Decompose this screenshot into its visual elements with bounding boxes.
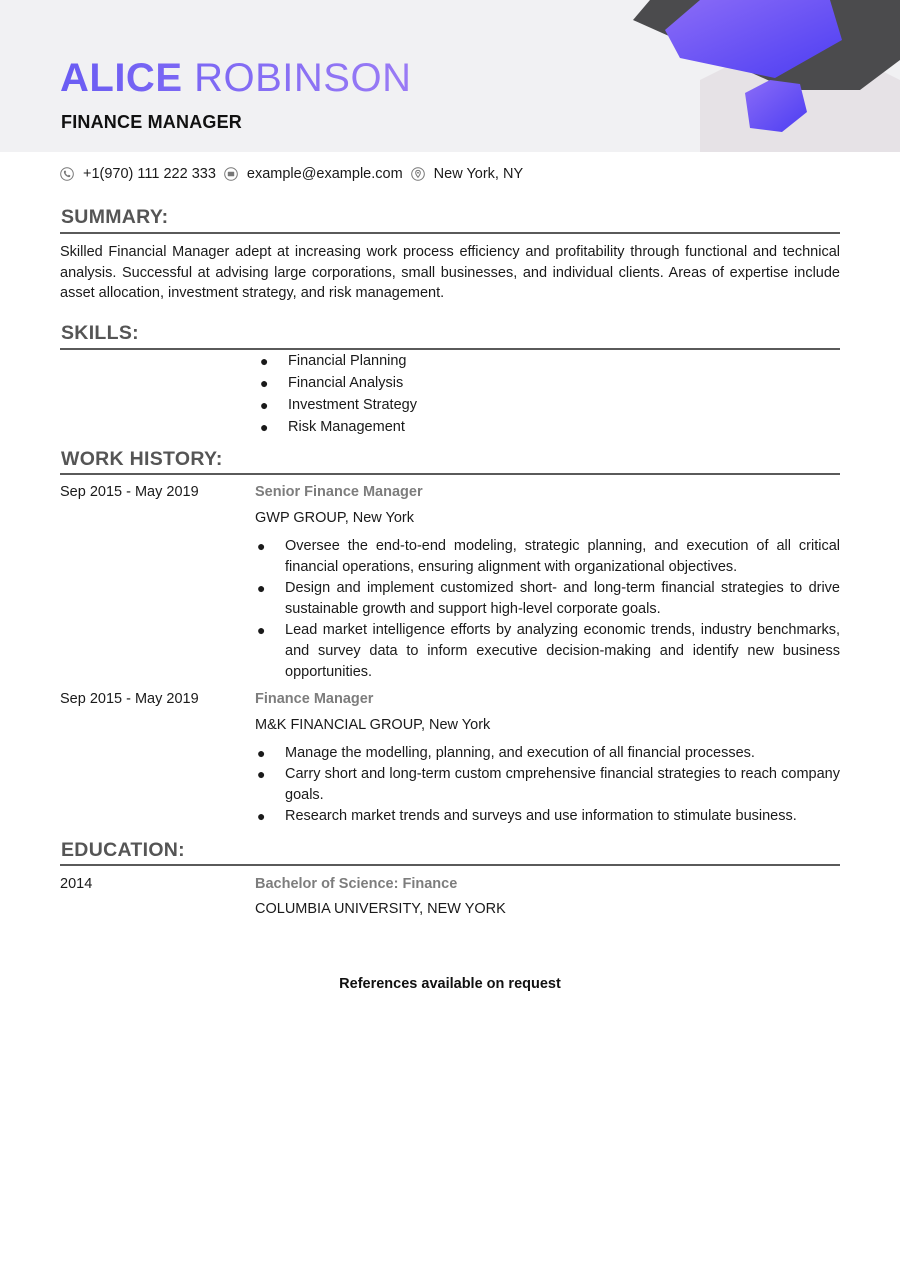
job-role: Finance Manager xyxy=(255,691,374,707)
school-location: NEW YORK xyxy=(427,901,506,917)
resume-header xyxy=(0,0,900,152)
skill-label: Financial Planning xyxy=(288,353,407,369)
duty-item: ● Manage the modelling, planning, and execution of all financial processes. xyxy=(257,745,755,761)
education-year: 2014 xyxy=(60,876,93,892)
contact-line xyxy=(60,164,531,184)
location: New York, NY xyxy=(433,166,524,182)
job-company xyxy=(255,717,490,733)
skill-label: Investment Strategy xyxy=(288,397,417,413)
duty-item: ● Research market trends and surveys and use information to stimulate business. xyxy=(257,808,797,825)
skill-label: Risk Management xyxy=(288,419,405,435)
company-name: M&K FINANCIAL GROUP, xyxy=(255,717,426,733)
duty-item: ● Oversee the end-to-end modeling, strategic planning, and execution of all critical financial operations, ensuring alignment with organizational objectives. xyxy=(257,538,840,575)
last-name: ROBINSON xyxy=(194,56,412,100)
summary-heading: SUMMARY: xyxy=(61,206,169,228)
education-degree: Bachelor of Science: Finance xyxy=(255,876,458,892)
first-name: ALICE xyxy=(60,56,183,100)
work-history-divider xyxy=(60,473,840,475)
company-location: New York xyxy=(429,717,491,733)
skill-item: ● Financial Analysis xyxy=(260,375,404,391)
duty-text: Oversee the end-to-end modeling, strategic planning, and execution of all critical financial operations, ensuring alignment with organizational objectives. xyxy=(285,538,840,575)
phone-icon xyxy=(60,167,74,181)
duty-text: Manage the modelling, planning, and execution of all financial processes. xyxy=(285,745,755,761)
skill-item: ● Investment Strategy xyxy=(260,397,417,413)
candidate-name xyxy=(60,54,411,102)
education-heading: EDUCATION: xyxy=(61,839,185,861)
job-duties-list xyxy=(255,743,840,827)
skill-label: Financial Analysis xyxy=(288,375,404,391)
skills-heading: SKILLS: xyxy=(61,322,139,344)
duty-text: Lead market intelligence efforts by analyzing economic trends, industry benchmarks, and survey data to inform executive decision-making and identify new business opportunities. xyxy=(285,621,840,680)
job-duties-list xyxy=(255,536,840,683)
skills-list xyxy=(258,350,417,438)
company-name: GWP GROUP, xyxy=(255,510,349,526)
job-role: Senior Finance Manager xyxy=(255,484,423,500)
duty-text: Carry short and long-term custom cmprehensive financial strategies to reach company goals. xyxy=(285,766,840,803)
job-company xyxy=(255,510,414,526)
duty-text: Design and implement customized short- and long-term financial strategies to drive sustainable growth and support high-level corporate goals. xyxy=(285,579,840,617)
education-school xyxy=(255,901,506,917)
work-history-heading: WORK HISTORY: xyxy=(61,448,223,470)
skill-item: ● Risk Management xyxy=(260,419,405,435)
job-dates: Sep 2015 - May 2019 xyxy=(60,484,199,500)
phone-number: +1(970) 111 222 333 xyxy=(83,166,216,182)
skills-divider xyxy=(60,348,840,350)
summary-divider xyxy=(60,232,840,234)
email-icon xyxy=(224,167,238,181)
references-note: References available on request xyxy=(339,976,561,992)
job-dates: Sep 2015 - May 2019 xyxy=(60,691,199,707)
company-location: New York xyxy=(352,510,414,526)
email-address: example@example.com xyxy=(246,166,403,182)
education-divider xyxy=(60,864,840,866)
duty-item: ● Carry short and long-term custom cmprehensive financial strategies to reach company goals. xyxy=(257,766,840,803)
summary-text: Skilled Financial Manager adept at increasing work process efficiency and profitability through functional and technical analysis. Successful at advising large corporations, small businesses, and individual clients. Areas of expertise include asset allocation, investment strategy, and risk management. xyxy=(60,244,840,301)
school-name: COLUMBIA UNIVERSITY, xyxy=(255,901,424,917)
duty-item: ● Design and implement customized short- and long-term financial strategies to drive sustainable growth and support high-level corporate goals. xyxy=(257,579,840,617)
job-title: FINANCE MANAGER xyxy=(61,112,242,132)
skill-item: ● Financial Planning xyxy=(260,353,407,369)
location-pin-icon xyxy=(411,167,425,181)
duty-item: ● Lead market intelligence efforts by analyzing economic trends, industry benchmarks, and survey data to inform executive decision-making and identify new business opportunities. xyxy=(257,621,840,680)
duty-text: Research market trends and surveys and use information to stimulate business. xyxy=(285,808,797,825)
